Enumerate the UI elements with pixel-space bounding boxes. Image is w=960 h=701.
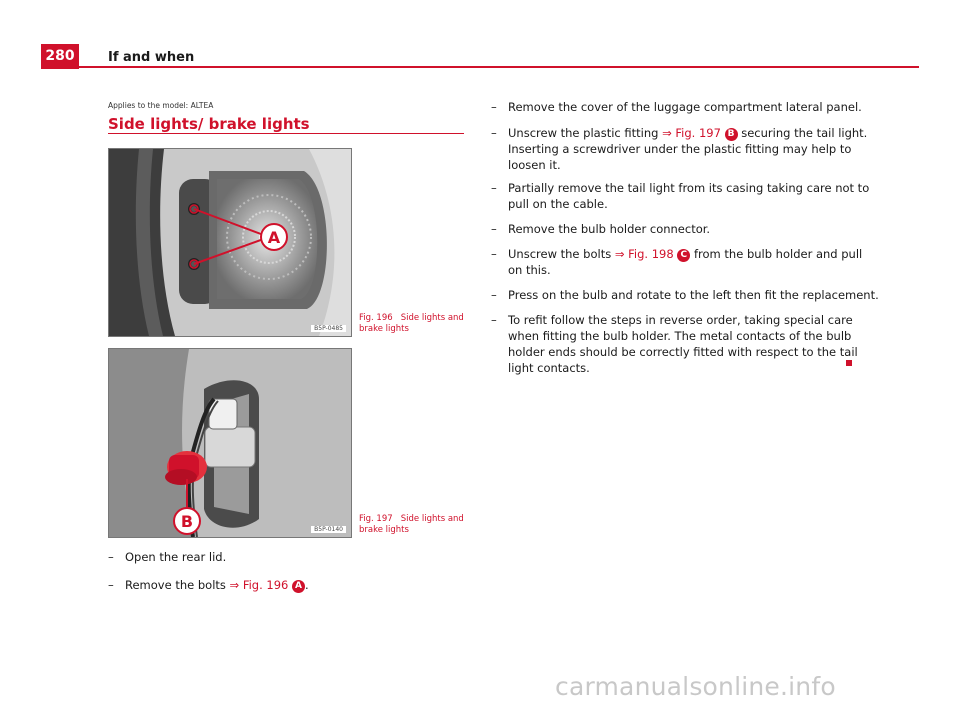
figure-196-image — [108, 148, 352, 337]
caption-text: Side lights and brake lights — [359, 514, 464, 535]
figure-reference-link[interactable]: ⇒ Fig. 196 — [229, 578, 289, 592]
step-unscrew-bulb-holder-bolts: – Unscrew the bolts ⇒ Fig. 198 C from the bulb holder and pull on this. — [491, 247, 863, 277]
figure-196-caption — [359, 313, 469, 335]
step-remove-tail-light: – Partially remove the tail light from its casing taking care not to pull on the cable. — [491, 181, 870, 211]
header-rule — [79, 66, 919, 68]
callout-a-label: A — [267, 228, 281, 247]
callout-b-label: B — [180, 512, 194, 531]
callout-badge-a: A — [292, 580, 305, 593]
page-number: 280 — [45, 48, 75, 64]
section-title: Side lights/ brake lights — [108, 115, 310, 133]
step-remove-cover: – Remove the cover of the luggage compartment lateral panel. — [491, 100, 862, 114]
figure-reference-link[interactable]: ⇒ Fig. 198 — [614, 247, 674, 261]
section-rule — [108, 133, 464, 134]
callout-badge-c: C — [677, 249, 690, 262]
watermark: carmanualsonline.info — [555, 672, 836, 701]
plastic-fitting-illustration — [109, 349, 351, 537]
step-replace-bulb: – Press on the bulb and rotate to the left then fit the replacement. — [491, 288, 879, 302]
step-remove-connector: – Remove the bulb holder connector. — [491, 222, 711, 236]
figure-label: Fig. 196 — [359, 313, 393, 323]
chapter-title: If and when — [108, 50, 195, 65]
tail-light-illustration — [109, 149, 351, 336]
step-refit: – To refit follow the steps in reverse order, taking special care when fitting the bulb holder. The metal contacts of the bulb holder ends should be correctly fitted with respect to the tail light contacts. — [491, 313, 858, 375]
figure-code: B5P-0140 — [311, 526, 346, 533]
figure-197-caption — [359, 514, 469, 536]
step-unscrew-plastic-fitting: – Unscrew the plastic fitting ⇒ Fig. 197 B securing the tail light. Inserting a screwdriver under the plastic fitting may help to loosen it. — [491, 126, 868, 172]
applies-to-note: Applies to the model: ALTEA — [108, 101, 214, 110]
caption-text: Side lights and brake lights — [359, 313, 464, 334]
section-end-marker — [846, 360, 852, 366]
figure-label: Fig. 197 — [359, 514, 393, 524]
figure-197-image — [108, 348, 352, 538]
figure-reference-link[interactable]: ⇒ Fig. 197 — [662, 126, 721, 140]
step-open-rear-lid: – Open the rear lid. — [108, 550, 227, 564]
figure-code: B5P-0485 — [311, 325, 346, 332]
callout-badge-b: B — [725, 128, 738, 141]
step-remove-bolts: – Remove the bolts ⇒ Fig. 196 A . — [108, 578, 309, 592]
